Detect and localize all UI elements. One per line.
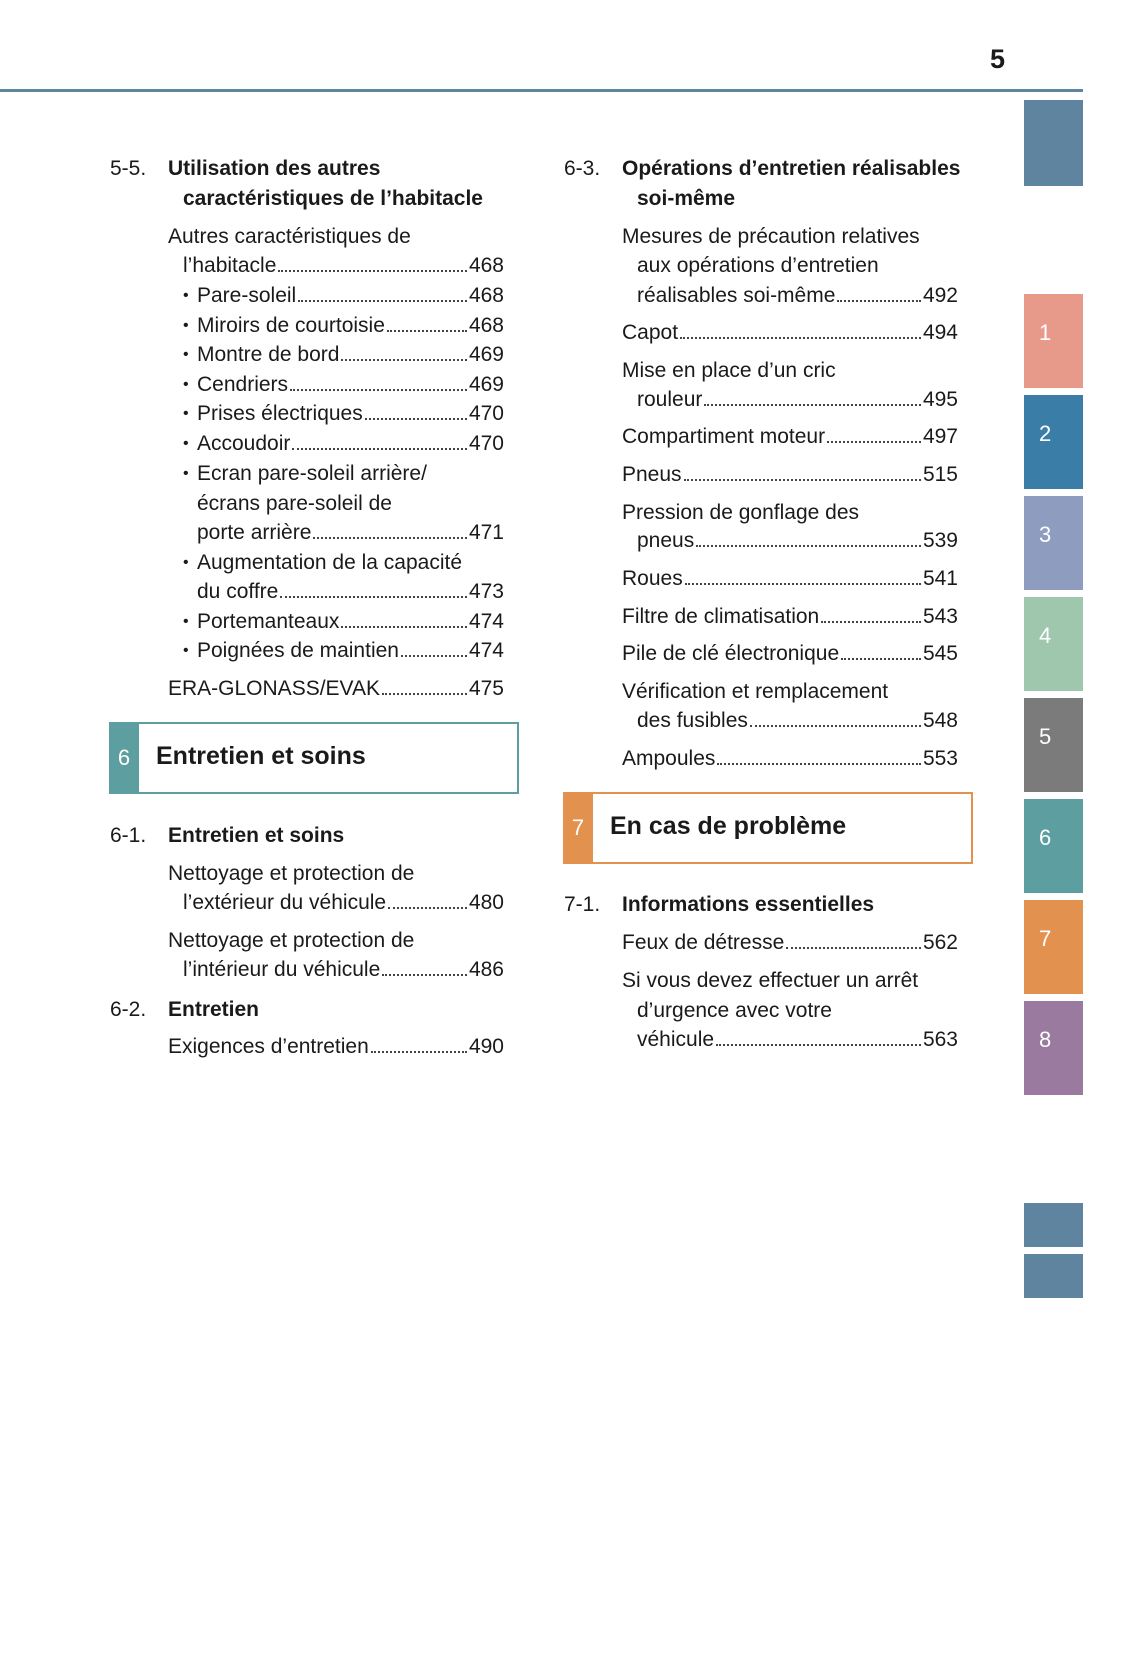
toc-entry-text: Pile de clé électronique bbox=[622, 642, 840, 665]
section-title bbox=[168, 822, 344, 850]
toc-entry-text: Prises électriques bbox=[197, 402, 363, 425]
section-title bbox=[168, 155, 380, 183]
toc-entry-text: rouleur bbox=[637, 388, 703, 411]
side-tab-1[interactable] bbox=[1024, 294, 1083, 388]
toc-entry[interactable] bbox=[168, 223, 411, 251]
toc-entry[interactable] bbox=[168, 860, 414, 888]
toc-entry-text: Nettoyage et protection de bbox=[168, 929, 415, 952]
leader-dots bbox=[786, 947, 921, 949]
side-tab-3[interactable] bbox=[1024, 496, 1083, 590]
leader-dots bbox=[717, 763, 921, 765]
toc-entry[interactable] bbox=[622, 640, 958, 668]
toc-entry[interactable] bbox=[622, 319, 958, 347]
toc-entry[interactable] bbox=[622, 357, 836, 385]
toc-entry-text: pneus bbox=[637, 529, 695, 552]
toc-entry[interactable] bbox=[622, 499, 859, 527]
toc-entry[interactable] bbox=[622, 461, 958, 489]
side-tab-5[interactable] bbox=[1024, 698, 1083, 792]
page-ref[interactable]: 475 bbox=[468, 677, 504, 700]
toc-entry[interactable] bbox=[622, 603, 958, 631]
toc-entry-text: Mesures de précaution relatives bbox=[622, 225, 920, 248]
leader-dots bbox=[680, 337, 921, 339]
side-tab-label: 8 bbox=[1039, 1027, 1052, 1052]
toc-entry-text: Mise en place d’un cric bbox=[622, 359, 836, 382]
page-ref[interactable]: 548 bbox=[922, 709, 958, 732]
toc-entry-text: véhicule bbox=[637, 1028, 715, 1051]
chapter-title: Entretien et soins bbox=[156, 742, 366, 770]
toc-entry[interactable] bbox=[622, 565, 958, 593]
toc-entry-text: Exigences d’entretien bbox=[168, 1035, 369, 1058]
toc-entry[interactable] bbox=[637, 386, 958, 414]
toc-entry-text: Ecran pare-soleil arrière/ bbox=[197, 462, 427, 485]
toc-entry[interactable] bbox=[197, 578, 504, 606]
toc-entry-text: l’habitacle bbox=[183, 254, 277, 277]
toc-entry-text: l’intérieur du véhicule bbox=[183, 958, 381, 981]
section-title-text: Informations essentielles bbox=[622, 893, 875, 916]
chapter-heading[interactable] bbox=[109, 722, 519, 794]
side-tab-label: 7 bbox=[1039, 926, 1052, 951]
section-title bbox=[622, 155, 960, 183]
page-ref[interactable]: 563 bbox=[922, 1028, 958, 1051]
toc-entry[interactable] bbox=[197, 312, 504, 340]
toc-entry-text: Portemanteaux bbox=[197, 610, 340, 633]
toc-entry[interactable] bbox=[197, 341, 504, 369]
toc-entry[interactable] bbox=[622, 678, 888, 706]
leader-dots bbox=[382, 693, 467, 695]
toc-entry-text: Augmentation de la capacité bbox=[197, 551, 463, 574]
leader-dots bbox=[298, 300, 467, 302]
leader-dots bbox=[365, 418, 467, 420]
toc-entry[interactable] bbox=[622, 745, 958, 773]
bullet-icon: • bbox=[183, 287, 189, 304]
toc-entry[interactable] bbox=[197, 430, 504, 458]
side-tab-label: 6 bbox=[1039, 825, 1052, 850]
section-title-text: Utilisation des autres bbox=[168, 157, 381, 180]
leader-dots bbox=[290, 389, 467, 391]
toc-entry-text: Pare-soleil bbox=[197, 284, 297, 307]
page-ref[interactable]: 474 bbox=[468, 639, 504, 662]
toc-entry[interactable] bbox=[197, 460, 427, 488]
toc-entry[interactable] bbox=[622, 423, 958, 451]
page-ref[interactable]: 545 bbox=[922, 642, 958, 665]
bullet-icon: • bbox=[183, 376, 189, 393]
toc-entry-text: Poignées de maintien bbox=[197, 639, 399, 662]
toc-entry-text: Compartiment moteur bbox=[622, 425, 826, 448]
section-title bbox=[622, 891, 874, 919]
toc-entry-text: Pression de gonflage des bbox=[622, 501, 859, 524]
toc-entry[interactable] bbox=[168, 1033, 504, 1061]
page-ref[interactable]: 495 bbox=[922, 388, 958, 411]
toc-entry[interactable] bbox=[637, 527, 958, 555]
toc-entry[interactable] bbox=[183, 252, 504, 280]
toc-entry-text: Feux de détresse bbox=[622, 931, 785, 954]
page-ref[interactable]: 486 bbox=[468, 958, 504, 981]
page-ref[interactable]: 468 bbox=[468, 314, 504, 337]
leader-dots bbox=[696, 545, 921, 547]
section-number: 6-1. bbox=[110, 824, 147, 847]
section-number: 6-3. bbox=[564, 157, 601, 180]
side-tab-label: 2 bbox=[1039, 421, 1052, 446]
leader-dots bbox=[750, 725, 921, 727]
chapter-number: 6 bbox=[109, 722, 139, 794]
leader-dots bbox=[280, 596, 467, 598]
toc-entry[interactable] bbox=[183, 889, 504, 917]
side-tab-6[interactable] bbox=[1024, 799, 1083, 893]
chapter-title: En cas de problème bbox=[610, 812, 847, 840]
toc-entry-text: Miroirs de courtoisie bbox=[197, 314, 385, 337]
bullet-icon: • bbox=[183, 317, 189, 334]
toc-entry-text: porte arrière bbox=[197, 521, 312, 544]
side-tab-label: 3 bbox=[1039, 522, 1052, 547]
leader-dots bbox=[837, 300, 921, 302]
chapter-heading[interactable] bbox=[563, 792, 973, 864]
toc-entry[interactable] bbox=[622, 929, 958, 957]
page-ref[interactable]: 469 bbox=[468, 343, 504, 366]
page-ref[interactable]: 539 bbox=[922, 529, 958, 552]
leader-dots bbox=[401, 655, 467, 657]
leader-dots bbox=[387, 330, 467, 332]
toc-entry[interactable] bbox=[622, 967, 918, 995]
toc-entry-text: Filtre de climatisation bbox=[622, 605, 820, 628]
bullet-icon: • bbox=[183, 405, 189, 422]
toc-entry-text: du coffre bbox=[197, 580, 279, 603]
toc-entry[interactable] bbox=[637, 252, 879, 280]
side-tab-blank[interactable] bbox=[1024, 1203, 1083, 1247]
leader-dots bbox=[341, 359, 467, 361]
page-ref[interactable]: 470 bbox=[468, 432, 504, 455]
bullet-icon: • bbox=[183, 465, 189, 482]
toc-entry-text: écrans pare-soleil de bbox=[197, 492, 392, 515]
toc-entry[interactable] bbox=[637, 997, 832, 1025]
toc-entry-text: Cendriers bbox=[197, 373, 289, 396]
toc-entry-text: Capot bbox=[622, 321, 679, 344]
bullet-icon: • bbox=[183, 435, 189, 452]
page-ref[interactable]: 470 bbox=[468, 402, 504, 425]
side-tab-label: 5 bbox=[1039, 724, 1052, 749]
toc-entry[interactable] bbox=[622, 223, 920, 251]
toc-entry-text: d’urgence avec votre bbox=[637, 999, 832, 1022]
toc-entry[interactable] bbox=[197, 549, 462, 577]
section-title bbox=[168, 996, 259, 1024]
leader-dots bbox=[382, 974, 467, 976]
page-ref[interactable]: 468 bbox=[468, 254, 504, 277]
section-number: 5-5. bbox=[110, 157, 147, 180]
page-number: 5 bbox=[990, 44, 1006, 74]
page-ref[interactable]: 562 bbox=[922, 931, 958, 954]
toc-entry[interactable] bbox=[197, 371, 504, 399]
leader-dots bbox=[827, 441, 921, 443]
section-title-text: caractéristiques de l’habitacle bbox=[183, 187, 483, 210]
toc-entry-text: des fusibles bbox=[637, 709, 748, 732]
page-ref[interactable]: 492 bbox=[922, 284, 958, 307]
page-ref[interactable]: 553 bbox=[922, 747, 958, 770]
toc-entry[interactable] bbox=[168, 675, 504, 703]
toc-entry[interactable] bbox=[197, 400, 504, 428]
toc-entry[interactable] bbox=[197, 490, 392, 518]
bullet-icon: • bbox=[183, 346, 189, 363]
page-ref[interactable]: 543 bbox=[922, 605, 958, 628]
page-ref[interactable]: 497 bbox=[922, 425, 958, 448]
toc-entry-text: Autres caractéristiques de bbox=[168, 225, 411, 248]
side-tab-4[interactable] bbox=[1024, 597, 1083, 691]
leader-dots bbox=[313, 537, 467, 539]
header-rule bbox=[0, 89, 1083, 92]
page-ref[interactable]: 469 bbox=[468, 373, 504, 396]
section-title bbox=[637, 185, 735, 213]
section-title-text: soi-même bbox=[637, 187, 736, 210]
page-ref[interactable]: 494 bbox=[922, 321, 958, 344]
side-tab-label: 4 bbox=[1039, 623, 1052, 648]
side-tab-label: 1 bbox=[1039, 320, 1052, 345]
section-title-text: Entretien et soins bbox=[168, 824, 345, 847]
toc-entry-text: Si vous devez effectuer un arrêt bbox=[622, 969, 919, 992]
toc-entry-text: Accoudoir bbox=[197, 432, 291, 455]
toc-entry-text: aux opérations d’entretien bbox=[637, 254, 879, 277]
page-ref[interactable]: 480 bbox=[468, 891, 504, 914]
side-tab-7[interactable] bbox=[1024, 900, 1083, 994]
page-ref[interactable]: 473 bbox=[468, 580, 504, 603]
toc-entry[interactable] bbox=[197, 637, 504, 665]
leader-dots bbox=[821, 621, 921, 623]
toc-entry-text: l’extérieur du véhicule bbox=[183, 891, 387, 914]
toc-entry[interactable] bbox=[197, 608, 504, 636]
page-ref[interactable]: 474 bbox=[468, 610, 504, 633]
toc-entry[interactable] bbox=[637, 707, 958, 735]
toc-entry-text: Ampoules bbox=[622, 747, 716, 770]
section-number: 7-1. bbox=[564, 893, 601, 916]
toc-entry-text: Nettoyage et protection de bbox=[168, 862, 415, 885]
toc-entry-text: Pneus bbox=[622, 463, 682, 486]
leader-dots bbox=[371, 1051, 467, 1053]
toc-entry[interactable] bbox=[637, 1026, 958, 1054]
toc-entry[interactable] bbox=[168, 927, 414, 955]
leader-dots bbox=[685, 583, 921, 585]
section-title-text: Opérations d’entretien réalisables bbox=[622, 157, 961, 180]
section-title-text: Entretien bbox=[168, 998, 260, 1021]
toc-entry-text: réalisables soi-même bbox=[637, 284, 836, 307]
toc-entry[interactable] bbox=[183, 956, 504, 984]
toc-entry[interactable] bbox=[637, 282, 958, 310]
section-number: 6-2. bbox=[110, 998, 147, 1021]
side-tab-2[interactable] bbox=[1024, 395, 1083, 489]
bullet-icon: • bbox=[183, 613, 189, 630]
leader-dots bbox=[278, 270, 467, 272]
toc-entry[interactable] bbox=[197, 282, 504, 310]
leader-dots bbox=[388, 907, 467, 909]
leader-dots bbox=[716, 1044, 921, 1046]
side-tab-8[interactable] bbox=[1024, 1001, 1083, 1095]
toc-entry[interactable] bbox=[197, 519, 504, 547]
leader-dots bbox=[341, 626, 467, 628]
leader-dots bbox=[292, 448, 467, 450]
page-ref[interactable]: 541 bbox=[922, 567, 958, 590]
page-ref[interactable]: 471 bbox=[468, 521, 504, 544]
toc-entry-text: ERA-GLONASS/EVAK bbox=[168, 677, 381, 700]
leader-dots bbox=[684, 479, 921, 481]
toc-entry-text: Roues bbox=[622, 567, 683, 590]
side-tab-blank[interactable] bbox=[1024, 100, 1083, 186]
leader-dots bbox=[704, 404, 921, 406]
page-ref[interactable]: 490 bbox=[468, 1035, 504, 1058]
toc-entry-text: Vérification et remplacement bbox=[622, 680, 889, 703]
side-tab-blank[interactable] bbox=[1024, 1254, 1083, 1298]
leader-dots bbox=[841, 658, 921, 660]
bullet-icon: • bbox=[183, 554, 189, 571]
page-ref[interactable]: 468 bbox=[468, 284, 504, 307]
page-ref[interactable]: 515 bbox=[922, 463, 958, 486]
chapter-number: 7 bbox=[563, 792, 593, 864]
bullet-icon: • bbox=[183, 642, 189, 659]
toc-entry-text: Montre de bord bbox=[197, 343, 340, 366]
section-title bbox=[183, 185, 483, 213]
